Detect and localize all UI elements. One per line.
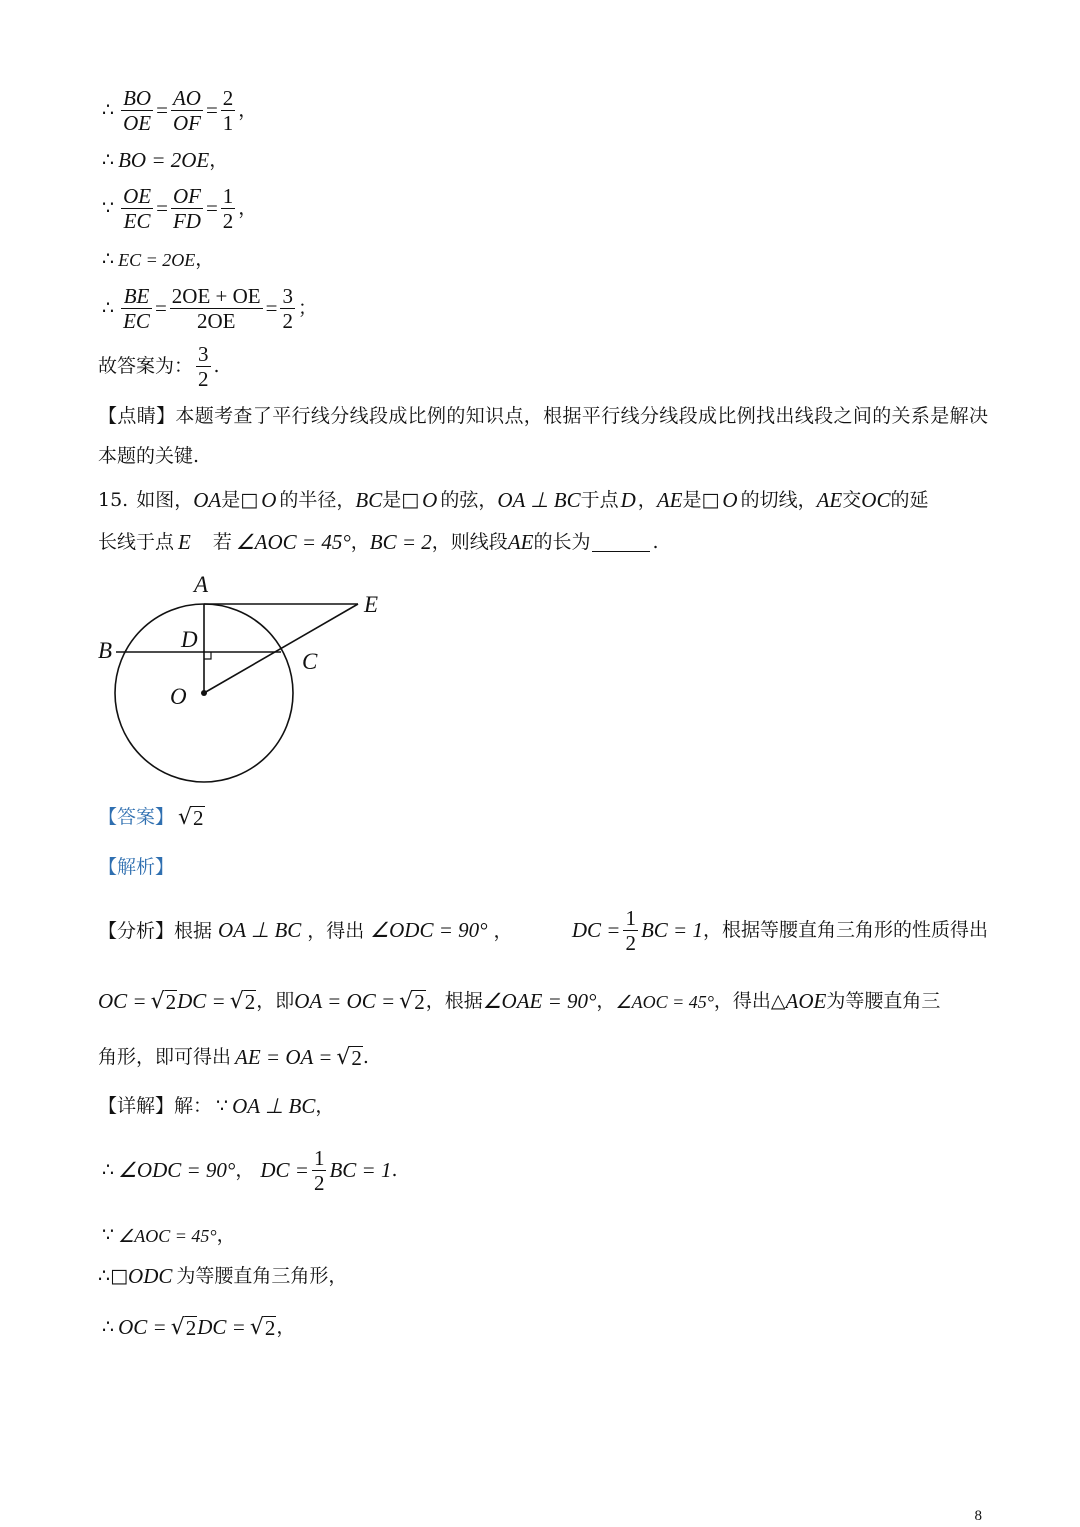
because-symbol: ∵ bbox=[216, 1095, 229, 1117]
numerator: 3 bbox=[198, 342, 209, 366]
denominator: 2 bbox=[222, 209, 234, 234]
comment-label: 【点睛】 bbox=[98, 405, 176, 427]
fraction bbox=[170, 284, 263, 333]
detail-line-5: ∴ OC = √ 2 DC = √ 2 ， bbox=[102, 1315, 296, 1341]
punct: . bbox=[213, 355, 220, 378]
label-o: O bbox=[170, 684, 187, 709]
sqrt-answer: √ 2 bbox=[178, 805, 204, 831]
step-5: ∴ $\frac{BE}{EC}$ = $\frac{2OE + OE}{2OE}$ = $\frac{3}{2}$ ； bbox=[102, 284, 317, 334]
step-4 bbox=[98, 250, 214, 269]
label-e: E bbox=[364, 592, 379, 617]
fraction bbox=[171, 184, 203, 233]
denominator: OF bbox=[172, 111, 201, 136]
line-oe bbox=[204, 604, 358, 693]
fraction bbox=[121, 86, 153, 135]
punct: ， bbox=[238, 197, 258, 220]
label-a: A bbox=[194, 572, 209, 597]
fenxi-line-2: OC = √ 2 DC = √ 2 ，即 OA = OC = √ 2 ，根据 ∠OAE = 90° ， ∠AOC = 45° ，得出△ AOE 为等腰直角三 bbox=[98, 989, 941, 1015]
fraction bbox=[121, 184, 153, 233]
fraction: $\frac{1}{2}$ bbox=[625, 906, 636, 956]
fraction bbox=[171, 86, 203, 135]
numerator: 2 bbox=[222, 86, 234, 110]
equation: BO = 2OE bbox=[118, 148, 210, 172]
answer-blank bbox=[592, 533, 650, 552]
detail-line-2: ∴ ∠ODC = 90° ， DC = $\frac{1}{2}$ BC = 1 . bbox=[102, 1146, 398, 1196]
fenxi-line-3: 角形，即可得出 AE = OA = √ 2 . bbox=[98, 1045, 369, 1071]
therefore-symbol: ∴ bbox=[102, 1316, 115, 1339]
therefore-symbol: ∴ bbox=[102, 149, 115, 171]
comment-text: 本题考查了平行线分线段成比例的知识点，根据平行线分线段成比例找出线段之间的关系是解决本题的关键. bbox=[98, 405, 988, 467]
fraction bbox=[196, 342, 211, 391]
answer-label: 【答案】 bbox=[98, 806, 175, 829]
comment-paragraph bbox=[98, 396, 988, 476]
therefore-symbol: ∴ bbox=[102, 248, 115, 270]
fraction bbox=[280, 284, 295, 333]
denominator: OE bbox=[123, 111, 152, 136]
numerator: BO bbox=[123, 86, 152, 110]
numerator: 1 bbox=[222, 184, 234, 208]
question-15-line-2: 长线于点 E 若 ∠AOC = 45° ， BC = 2 ，则线段 AE 的长为 . bbox=[98, 530, 659, 554]
therefore-symbol: ∴ bbox=[102, 1159, 115, 1182]
analysis-label: 【解析】 bbox=[98, 856, 175, 878]
because-symbol: ∵ bbox=[102, 197, 115, 220]
label-d: D bbox=[181, 627, 198, 652]
equation: EC = 2OE bbox=[118, 249, 196, 270]
denominator: EC bbox=[123, 209, 151, 234]
punct: ， bbox=[195, 248, 215, 270]
therefore-symbol: ∴ bbox=[102, 99, 115, 122]
denominator: 2 bbox=[198, 367, 209, 392]
denominator: 2 bbox=[282, 309, 293, 334]
fraction bbox=[221, 184, 236, 233]
fenxi-line-1: 【分析】根据 OA ⊥ BC ，得出 ∠ODC = 90° ， DC = $\frac{1}{2}$ BC = 1 ，根据等腰直角三角形的性质得出 bbox=[98, 906, 988, 956]
final-answer-line bbox=[98, 342, 220, 391]
step-1: ∴ $\frac{BO}{OE}$ = $\frac{AO}{OF}$ = $\frac{2}{1}$ ， bbox=[102, 86, 258, 136]
detail-label: 【详解】 bbox=[98, 1095, 175, 1117]
numerator: BE bbox=[123, 284, 150, 308]
punct: ， bbox=[209, 149, 229, 171]
page-number: 8 bbox=[974, 1508, 982, 1524]
question-number: 15. bbox=[98, 489, 129, 511]
denominator: FD bbox=[172, 209, 201, 234]
numerator: OE bbox=[123, 184, 152, 208]
punct: ； bbox=[297, 297, 317, 320]
answer-line bbox=[98, 806, 205, 829]
detail-line-1: 【详解】 解： ∵ OA ⊥ BC ， bbox=[98, 1094, 335, 1118]
right-angle-mark bbox=[204, 652, 211, 659]
detail-line-3: ∵ ∠AOC = 45° ， bbox=[102, 1224, 236, 1246]
denominator: EC bbox=[123, 309, 150, 334]
label-b: B bbox=[98, 638, 113, 663]
denominator: 2OE bbox=[196, 309, 236, 334]
label-c: C bbox=[302, 649, 318, 674]
question-15-line-1: 15. 如图， OA 是□ O 的半径， BC 是□ O 的弦， OA ⊥ BC 于点 D ， AE 是□ O 的切线， AE 交 OC 的延 bbox=[98, 488, 929, 512]
center-dot bbox=[201, 690, 207, 696]
denominator: 1 bbox=[222, 111, 234, 136]
fraction: $\frac{1}{2}$ bbox=[313, 1146, 325, 1196]
punct: ， bbox=[238, 99, 258, 122]
therefore-symbol: ∴ bbox=[102, 297, 115, 320]
detail-line-4: ∴ □ ODC 为等腰直角三角形， bbox=[98, 1264, 348, 1288]
fenxi-label: 【分析】 bbox=[98, 920, 175, 943]
step-3: ∵ $\frac{OE}{EC}$ = $\frac{OF}{FD}$ = $\frac{1}{2}$ ， bbox=[102, 184, 258, 234]
because-symbol: ∵ bbox=[102, 1224, 115, 1246]
numerator: AO bbox=[172, 86, 201, 110]
fraction bbox=[221, 86, 236, 135]
answer-text: 故答案为： bbox=[98, 355, 194, 378]
numerator: 2OE + OE bbox=[171, 284, 261, 308]
geometry-figure bbox=[90, 570, 400, 790]
numerator: 3 bbox=[282, 284, 293, 308]
analysis-heading bbox=[98, 858, 174, 877]
therefore-symbol: ∴ bbox=[98, 1265, 111, 1287]
step-2 bbox=[98, 150, 228, 171]
numerator: OF bbox=[172, 184, 201, 208]
fraction bbox=[121, 284, 152, 333]
